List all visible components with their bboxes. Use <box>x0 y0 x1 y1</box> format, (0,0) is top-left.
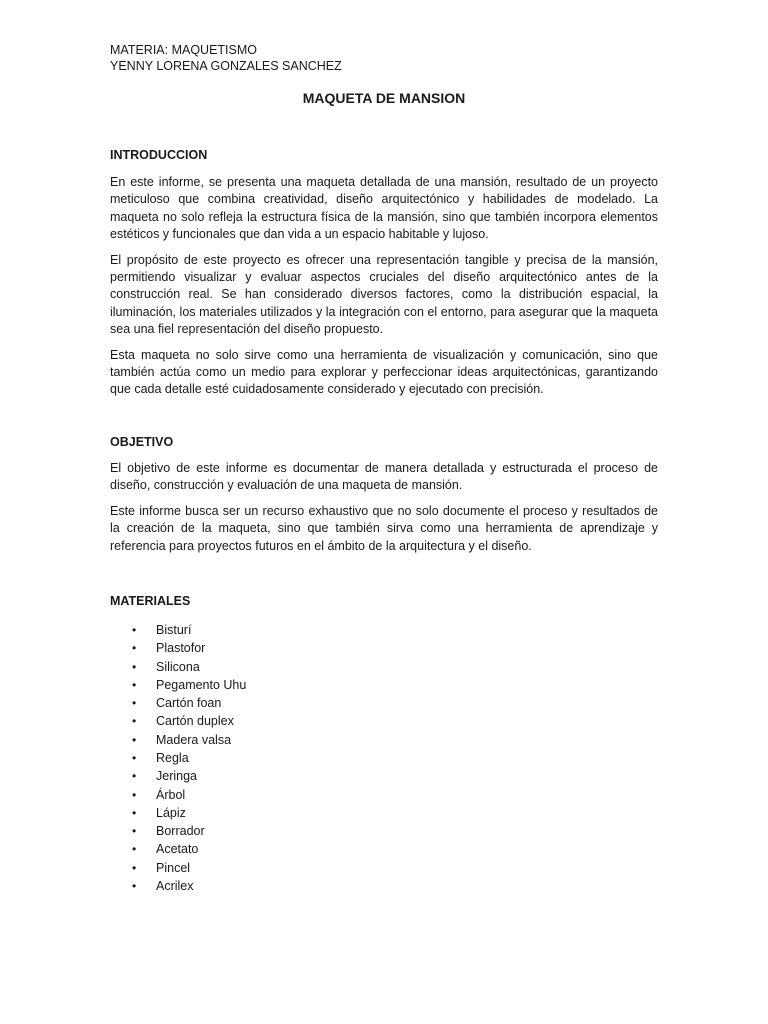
bullet-icon: • <box>132 879 137 894</box>
list-item <box>110 822 658 840</box>
bullet-icon: • <box>132 769 137 784</box>
objective-heading: OBJETIVO <box>110 434 174 449</box>
bullet-icon: • <box>132 787 137 802</box>
bullet-icon: • <box>132 750 137 765</box>
bullet-icon: • <box>132 860 137 875</box>
bullet-icon: • <box>132 641 137 656</box>
list-item <box>110 639 658 657</box>
bullet-icon: • <box>132 842 137 857</box>
bullet-icon: • <box>132 622 137 637</box>
list-item <box>110 621 658 639</box>
bullet-icon: • <box>132 677 137 692</box>
materials-list <box>110 621 658 895</box>
list-item <box>110 840 658 858</box>
material-label: Madera valsa <box>156 732 232 747</box>
material-label: Jeringa <box>156 769 197 784</box>
material-label: Pincel <box>156 860 191 875</box>
objective-paragraph-1: El objetivo de este informe es documentar de manera detallada y estructurada el proceso de diseño, construcción y evaluación de una maqueta de mansión. <box>110 460 658 493</box>
introduction-paragraph-1: En este informe, se presenta una maqueta detallada de una mansión, resultado de un proyecto meticuloso que combina creatividad, diseño arquitectónico y habilidades de modelado. La maqueta no solo refleja la estructura física de la mansión, sino que también incorpora elementos estéticos y funcionales que dan vida a un espacio habitable y lujoso. <box>110 175 658 242</box>
objective-paragraph-2: Este informe busca ser un recurso exhaustivo que no solo documente el proceso y resultados de la creación de la maqueta, sino que también sirva como una herramienta de aprendizaje y referencia para proyectos futuros en el ámbito de la arquitectura y el diseño. <box>110 503 658 553</box>
list-item <box>110 749 658 767</box>
document-title: MAQUETA DE MANSION <box>302 90 466 106</box>
bullet-icon: • <box>132 659 137 674</box>
list-item <box>110 786 658 804</box>
bullet-icon: • <box>132 714 137 729</box>
list-item <box>110 731 658 749</box>
material-label: Cartón duplex <box>156 714 234 729</box>
list-item <box>110 804 658 822</box>
material-label: Borrador <box>156 824 205 839</box>
material-label: Cartón foan <box>156 696 222 711</box>
bullet-icon: • <box>132 732 137 747</box>
introduction-heading: INTRODUCCION <box>110 148 208 162</box>
material-label: Lápiz <box>156 805 186 820</box>
material-label: Regla <box>156 750 189 765</box>
material-label: Silicona <box>156 659 200 674</box>
bullet-icon: • <box>132 824 137 839</box>
list-item <box>110 712 658 730</box>
list-item <box>110 877 658 895</box>
bullet-icon: • <box>132 696 137 711</box>
bullet-icon: • <box>132 805 137 820</box>
list-item <box>110 694 658 712</box>
material-label: Plastofor <box>156 641 206 656</box>
list-item <box>110 859 658 877</box>
list-item <box>110 767 658 785</box>
author-line: YENNY LORENA GONZALES SANCHEZ <box>110 59 342 73</box>
material-label: Acrilex <box>156 879 194 894</box>
materials-heading: MATERIALES <box>110 593 191 608</box>
material-label: Pegamento Uhu <box>156 677 247 692</box>
material-label: Bisturí <box>156 622 192 637</box>
material-label: Acetato <box>156 842 199 857</box>
list-item <box>110 658 658 676</box>
list-item <box>110 676 658 694</box>
subject-line: MATERIA: MAQUETISMO <box>110 43 257 57</box>
introduction-paragraph-3: Esta maqueta no solo sirve como una herramienta de visualización y comunicación, sino que también actúa como un medio para explorar y perfeccionar ideas arquitectónicas, garantizando que cada detalle esté cuidadosamente considerado y ejecutado con precisión. <box>110 347 658 397</box>
material-label: Árbol <box>156 787 186 802</box>
document-page <box>110 42 658 895</box>
introduction-paragraph-2: El propósito de este proyecto es ofrecer una representación tangible y precisa de la mansión, permitiendo visualizar y evaluar aspectos cruciales del diseño arquitectónico antes de la construcción real. Se han considerado diversos factores, como la distribución espacial, la iluminación, los materiales utilizados y la integración con el entorno, para asegurar que la maqueta sea una fiel representación del diseño propuesto. <box>110 252 658 337</box>
